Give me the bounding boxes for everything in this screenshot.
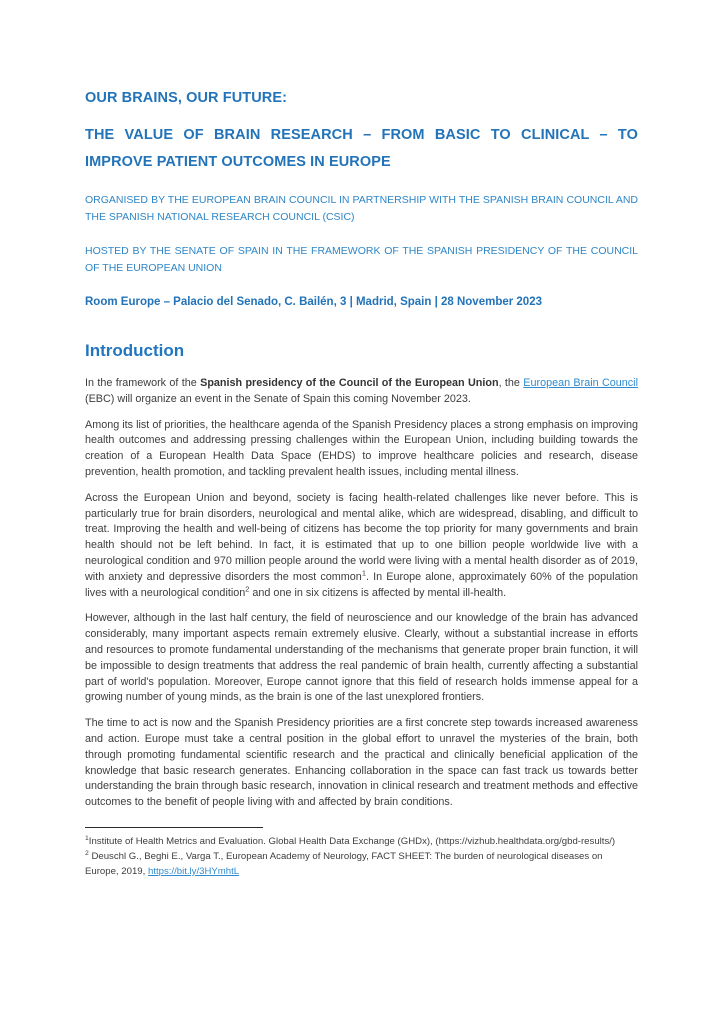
event-title: THE VALUE OF BRAIN RESEARCH – FROM BASIC TO CLINICAL – TO IMPROVE PATIENT OUTCOMES IN EUROPE bbox=[85, 127, 638, 170]
paragraph-text: and one in six citizens is affected by mental ill-health. bbox=[249, 586, 507, 599]
organiser-line: ORGANISED BY THE EUROPEAN BRAIN COUNCIL IN PARTNERSHIP WITH THE SPANISH BRAIN COUNCIL AND THE SPANISH NATIONAL RESEARCH COUNCIL (CSIC) bbox=[85, 194, 638, 223]
host-line: HOSTED BY THE SENATE OF SPAIN IN THE FRAMEWORK OF THE SPANISH PRESIDENCY OF THE COUNCIL OF THE EUROPEAN UNION bbox=[85, 245, 638, 274]
paragraph-text: Across the European Union and beyond, society is facing health-related challenges like never before. This is particularly true for brain disorders, neurological and mental alike, which are widespread, disabling, and difficult to treat. Improving the health and well-being of citizens has become the top priority for many governments and brain health should not be left behind. In fact, it is estimated that up to one billion people worldwide live with a neurological condition and 970 million people around the world were living with a mental health disorder as of 2019, with anxiety and depressive disorders the most common bbox=[85, 491, 638, 583]
footnote-2 bbox=[85, 850, 638, 879]
footnote-2-text: Deuschl G., Beghi E., Varga T., European Academy of Neurology, FACT SHEET: The burden of neurological diseases on Europe, 2019, bbox=[85, 851, 603, 877]
intro-paragraph-1 bbox=[85, 376, 638, 408]
bitly-link[interactable]: https://bit.ly/3HYmhtL bbox=[147, 865, 240, 877]
footnote-1 bbox=[85, 835, 638, 850]
bold-phrase-spanish-presidency: Spanish presidency of the Council of the European Union bbox=[200, 377, 499, 389]
paragraph-text: , the bbox=[498, 377, 524, 389]
intro-paragraph-3 bbox=[85, 491, 638, 602]
european-brain-council-link[interactable]: European Brain Council bbox=[523, 377, 638, 389]
paragraph-text: (EBC) will organize an event in the Senate of Spain this coming November 2023. bbox=[85, 392, 471, 405]
intro-paragraph-2: Among its list of priorities, the healthcare agenda of the Spanish Presidency places a strong emphasis on improving health outcomes and addressing pressing challenges within the European Union, including building towards the creation of a European Health Data Space (EHDS) to improve healthcare policies and research, disease prevention, health promotion, and tackling prevalent health issues, including mental illness. bbox=[85, 418, 638, 478]
footnote-separator bbox=[85, 827, 263, 828]
intro-paragraph-5: The time to act is now and the Spanish Presidency priorities are a first concrete step towards increased awareness and action. Europe must take a central position in the global effort to unravel the mysteries of the brain, both through promoting fundamental scientific research and the practical and clinically beneficial application of the knowledge that basic research generates. Enhancing collaboration in the space can fast track us towards better understanding the brain through basic research, innovation in clinical research and treatment methods and effective outcomes to the benefit of people living with and affected by brain conditions. bbox=[85, 717, 638, 809]
footnote-2-marker: 2 bbox=[85, 850, 89, 858]
paragraph-text: In the framework of the bbox=[85, 377, 201, 389]
footnote-ref-1: 1 bbox=[361, 568, 366, 578]
event-pretitle: OUR BRAINS, OUR FUTURE: bbox=[85, 90, 288, 106]
section-heading-introduction: Introduction bbox=[85, 341, 185, 360]
footnote-ref-2: 2 bbox=[245, 583, 250, 593]
intro-paragraph-4: However, although in the last half century, the field of neuroscience and our knowledge of the brain has advanced considerably, many important aspects remain extremely elusive. Clearly, without a substantial increase in efforts and resources to promote fundamental understanding of the mechanisms that generate proper brain function, it will be impossible to design treatments that address the real pandemic of brain health, currently affecting a substantial part of world's population. Moreover, Europe cannot ignore that this field of research holds immense appeal for a growing number of young minds, as the brain is one of the last unexplored frontiers. bbox=[85, 612, 638, 704]
venue-date-line: Room Europe – Palacio del Senado, C. Bailén, 3 | Madrid, Spain | 28 November 2023 bbox=[85, 296, 542, 308]
paragraph-text: . In Europe alone, approximately 60% of the population lives with a neurological condition bbox=[85, 570, 638, 599]
footnote-1-marker: 1 bbox=[85, 834, 89, 842]
footnote-1-text: Institute of Health Metrics and Evaluation. Global Health Data Exchange (GHDx), (https://vizhub.healthdata.org/gbd-results/) bbox=[88, 835, 616, 847]
